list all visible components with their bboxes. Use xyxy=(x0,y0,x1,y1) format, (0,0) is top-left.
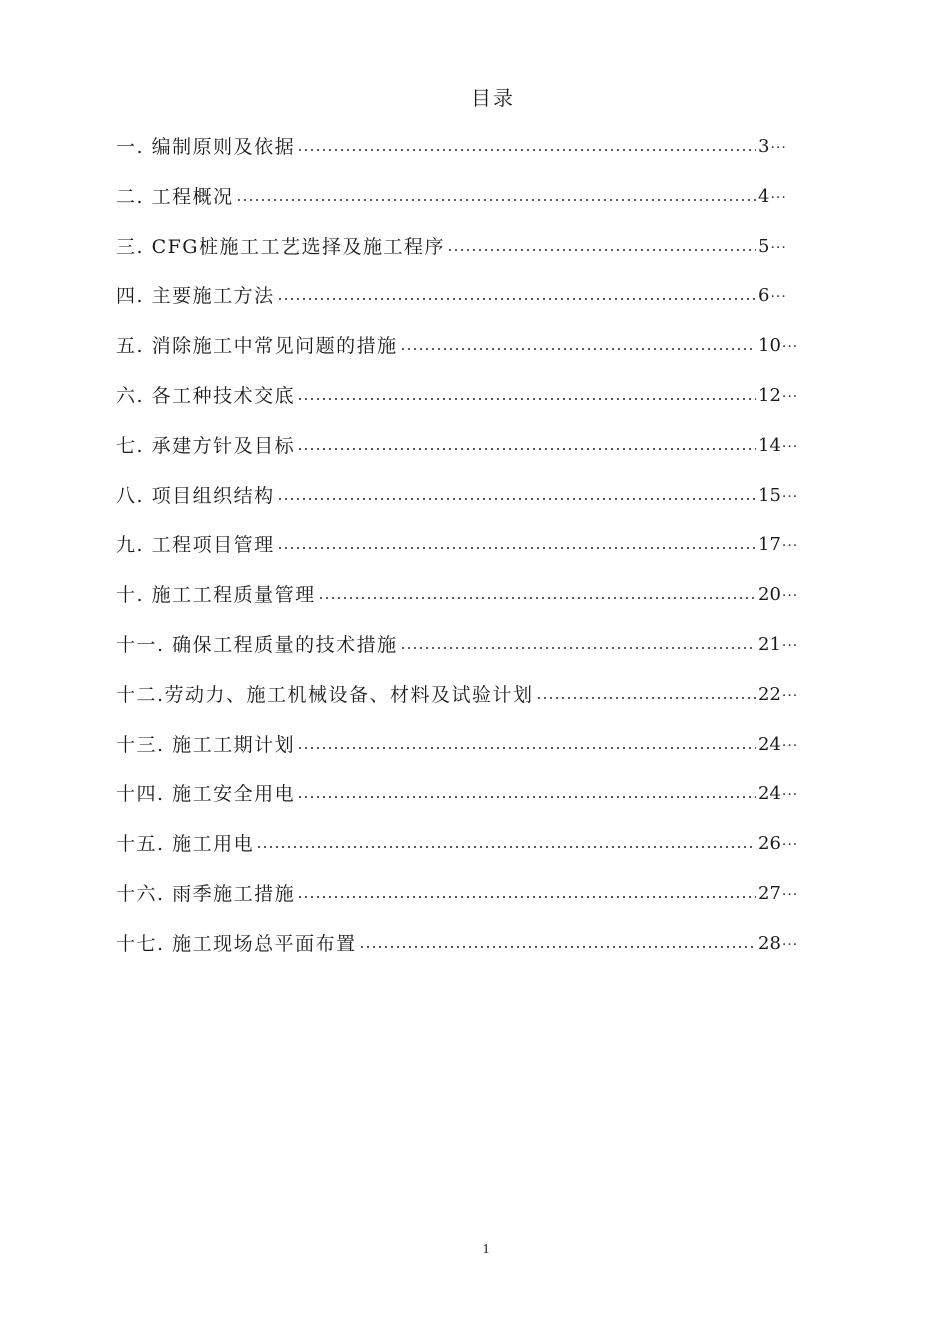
toc-dot-leader xyxy=(297,877,756,911)
toc-entry-label: 十七. 施工现场总平面布置 xyxy=(116,932,357,955)
toc-entry-label: 五. 消除施工中常见问题的措施 xyxy=(116,335,398,358)
toc-entry-page: 24 ··· xyxy=(758,728,816,763)
toc-entry-9[interactable] xyxy=(116,528,816,578)
toc-entry-page: 15 ··· xyxy=(758,479,816,514)
toc-dot-leader xyxy=(297,379,756,413)
toc-dot-leader xyxy=(297,429,756,463)
toc-dot-leader xyxy=(297,728,756,762)
toc-dot-leader xyxy=(536,678,756,712)
toc-entry-15[interactable] xyxy=(116,827,816,877)
toc-entry-13[interactable] xyxy=(116,728,816,778)
toc-entry-label: 十六. 雨季施工措施 xyxy=(116,882,296,905)
page-number: 1 xyxy=(482,1242,490,1257)
toc-dot-leader xyxy=(236,180,756,214)
toc-dot-leader xyxy=(277,528,756,562)
toc-entry-label: 十二.劳动力、施工机械设备、材料及试验计划 xyxy=(116,683,534,706)
toc-entry-label: 十一. 确保工程质量的技术措施 xyxy=(116,633,398,656)
toc-entry-label: 八. 项目组织结构 xyxy=(116,484,275,507)
toc-dot-leader xyxy=(256,827,756,861)
toc-entry-label: 一. 编制原则及依据 xyxy=(116,136,296,158)
toc-entry-5[interactable] xyxy=(116,329,816,379)
table-of-contents xyxy=(116,130,816,977)
toc-entry-1[interactable] xyxy=(116,130,816,180)
toc-entry-2[interactable] xyxy=(116,180,816,230)
toc-entry-page: 28 ··· xyxy=(758,927,816,962)
toc-entry-page: 27 ··· xyxy=(758,877,816,912)
toc-entry-8[interactable] xyxy=(116,479,816,529)
toc-dot-leader xyxy=(400,329,756,363)
toc-entry-page: 21 ··· xyxy=(758,628,816,663)
toc-entry-label: 十三. 施工工期计划 xyxy=(116,733,296,756)
toc-entry-page: 26 ··· xyxy=(758,827,816,862)
toc-entry-3[interactable] xyxy=(116,230,816,280)
toc-entry-page: 6 ··· xyxy=(758,279,816,314)
toc-entry-4[interactable] xyxy=(116,279,816,329)
toc-entry-10[interactable] xyxy=(116,578,816,628)
toc-entry-page: 17 ··· xyxy=(758,528,816,563)
toc-entry-label: 十四. 施工安全用电 xyxy=(116,783,296,806)
toc-entry-label: 六. 各工种技术交底 xyxy=(116,384,296,407)
toc-dot-leader xyxy=(447,230,756,264)
toc-entry-page: 5 ··· xyxy=(758,230,816,265)
toc-entry-label: 三. CFG桩施工工艺选择及施工程序 xyxy=(116,235,445,258)
toc-entry-label: 四. 主要施工方法 xyxy=(116,285,275,308)
toc-entry-14[interactable] xyxy=(116,777,816,827)
toc-title: 目录 xyxy=(471,86,515,110)
toc-entry-page: 12 ··· xyxy=(758,379,816,414)
toc-dot-leader xyxy=(297,130,756,164)
toc-dot-leader xyxy=(400,628,756,662)
toc-entry-11[interactable] xyxy=(116,628,816,678)
toc-entry-label: 十五. 施工用电 xyxy=(116,833,255,856)
toc-entry-label: 十. 施工工程质量管理 xyxy=(116,584,316,607)
toc-entry-label: 二. 工程概况 xyxy=(116,185,234,208)
toc-entry-page: 24 ··· xyxy=(758,777,816,812)
toc-entry-7[interactable] xyxy=(116,429,816,479)
toc-entry-label: 七. 承建方针及目标 xyxy=(116,434,296,457)
toc-dot-leader xyxy=(318,578,756,612)
toc-dot-leader xyxy=(297,777,756,811)
toc-entry-page: 4 ··· xyxy=(758,180,816,215)
toc-entry-6[interactable] xyxy=(116,379,816,429)
toc-dot-leader xyxy=(277,479,756,513)
toc-entry-page: 22 ··· xyxy=(758,678,816,713)
toc-entry-17[interactable] xyxy=(116,927,816,977)
toc-entry-page: 3 ··· xyxy=(758,130,816,165)
toc-entry-page: 20 ··· xyxy=(758,578,816,613)
toc-entry-page: 10 ··· xyxy=(758,329,816,364)
toc-entry-12[interactable] xyxy=(116,678,816,728)
toc-dot-leader xyxy=(277,279,756,313)
toc-dot-leader xyxy=(359,927,756,961)
toc-entry-page: 14 ··· xyxy=(758,429,816,464)
toc-entry-16[interactable] xyxy=(116,877,816,927)
toc-entry-label: 九. 工程项目管理 xyxy=(116,534,275,557)
